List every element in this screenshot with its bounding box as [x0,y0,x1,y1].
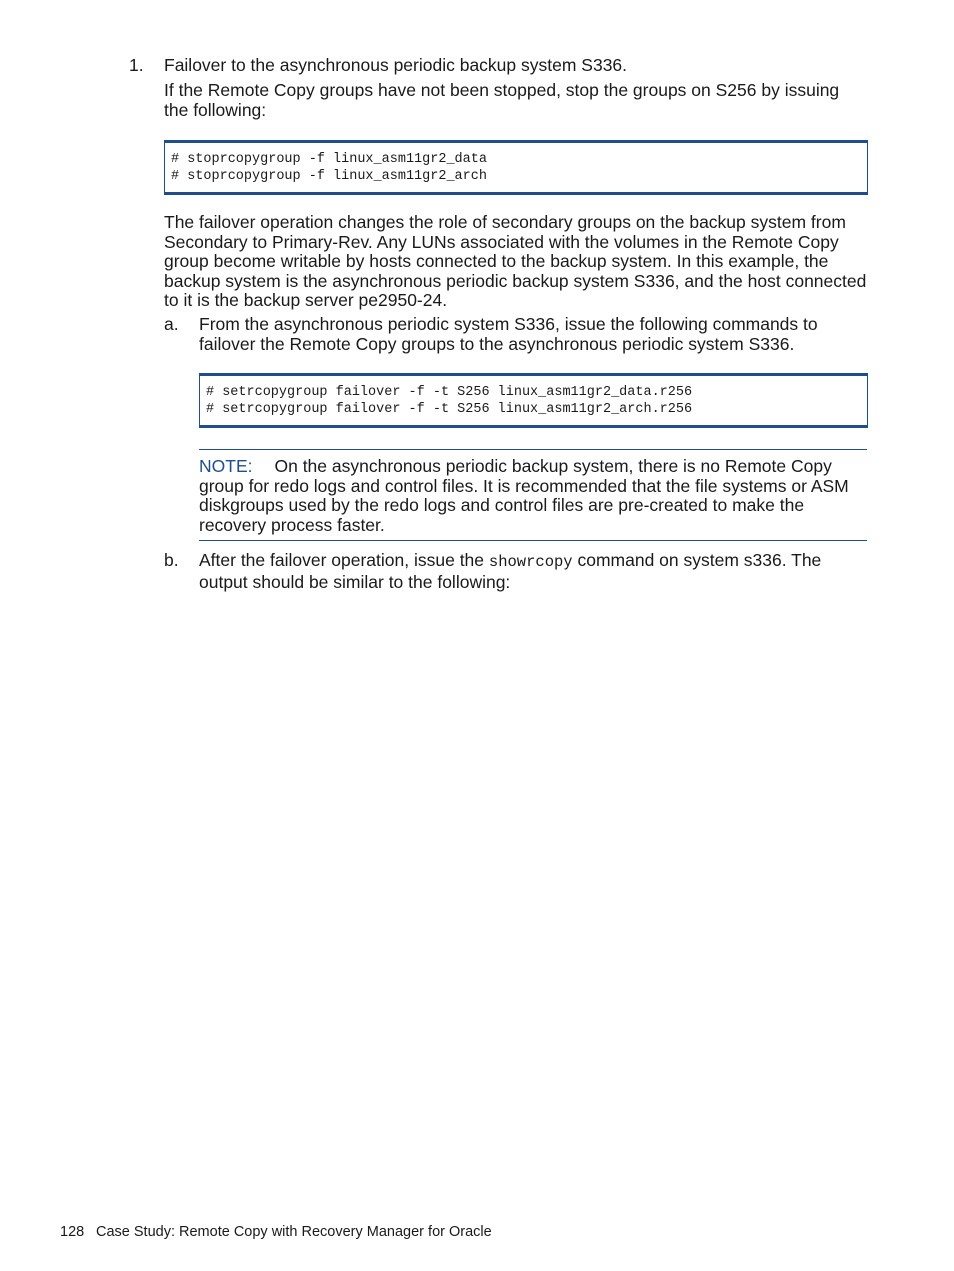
code-line: # stoprcopygroup -f linux_asm11gr2_data [171,152,487,167]
note-top-rule [199,449,867,450]
substep-letter-b: b. [164,550,179,570]
page-number: 128 [60,1224,85,1240]
substep-a-text: From the asynchronous periodic system S336, issue the following commands to failover the Remote Copy groups to the asynchronous periodic system S336. [199,314,818,354]
note-block [199,457,869,535]
code-line: # setrcopygroup failover -f -t S256 linux_asm11gr2_arch.r256 [206,402,693,417]
note-bottom-rule [199,540,867,541]
code-block-failover-commands [199,373,868,428]
code-block-stop-groups [164,140,868,195]
substep-b-text-after: command on system s336. The output should be similar to the following: [199,550,822,592]
substep-b-text [199,551,869,592]
step-intro-paragraph: If the Remote Copy groups have not been stopped, stop the groups on S256 by issuing the following: [164,80,840,120]
step-title: Failover to the asynchronous periodic backup system S336. [164,55,628,75]
failover-explanation-paragraph: The failover operation changes the role of secondary groups on the backup system from Secondary to Primary-Rev. Any LUNs associated with the volumes in the Remote Copy group become writable by hosts connected to the backup system. In this example, the backup system is the asynchronous periodic backup system S336, and the host connected to it is the backup server pe2950-24. [164,212,867,310]
code-line: # stoprcopygroup -f linux_asm11gr2_arch [171,169,487,184]
footer-title: Case Study: Remote Copy with Recovery Manager for Oracle [96,1224,492,1240]
step-number: 1. [129,55,144,75]
note-text: On the asynchronous periodic backup system, there is no Remote Copy group for redo logs and control files. It is recommended that the file systems or ASM diskgroups used by the redo logs and control files are pre-created to make the recovery process faster. [199,456,849,535]
substep-b-text-before: After the failover operation, issue the [199,550,489,570]
code-line: # setrcopygroup failover -f -t S256 linux_asm11gr2_data.r256 [206,385,693,400]
inline-command: showrcopy [488,553,573,571]
substep-letter-a: a. [164,314,179,334]
note-label: NOTE: [199,456,253,476]
